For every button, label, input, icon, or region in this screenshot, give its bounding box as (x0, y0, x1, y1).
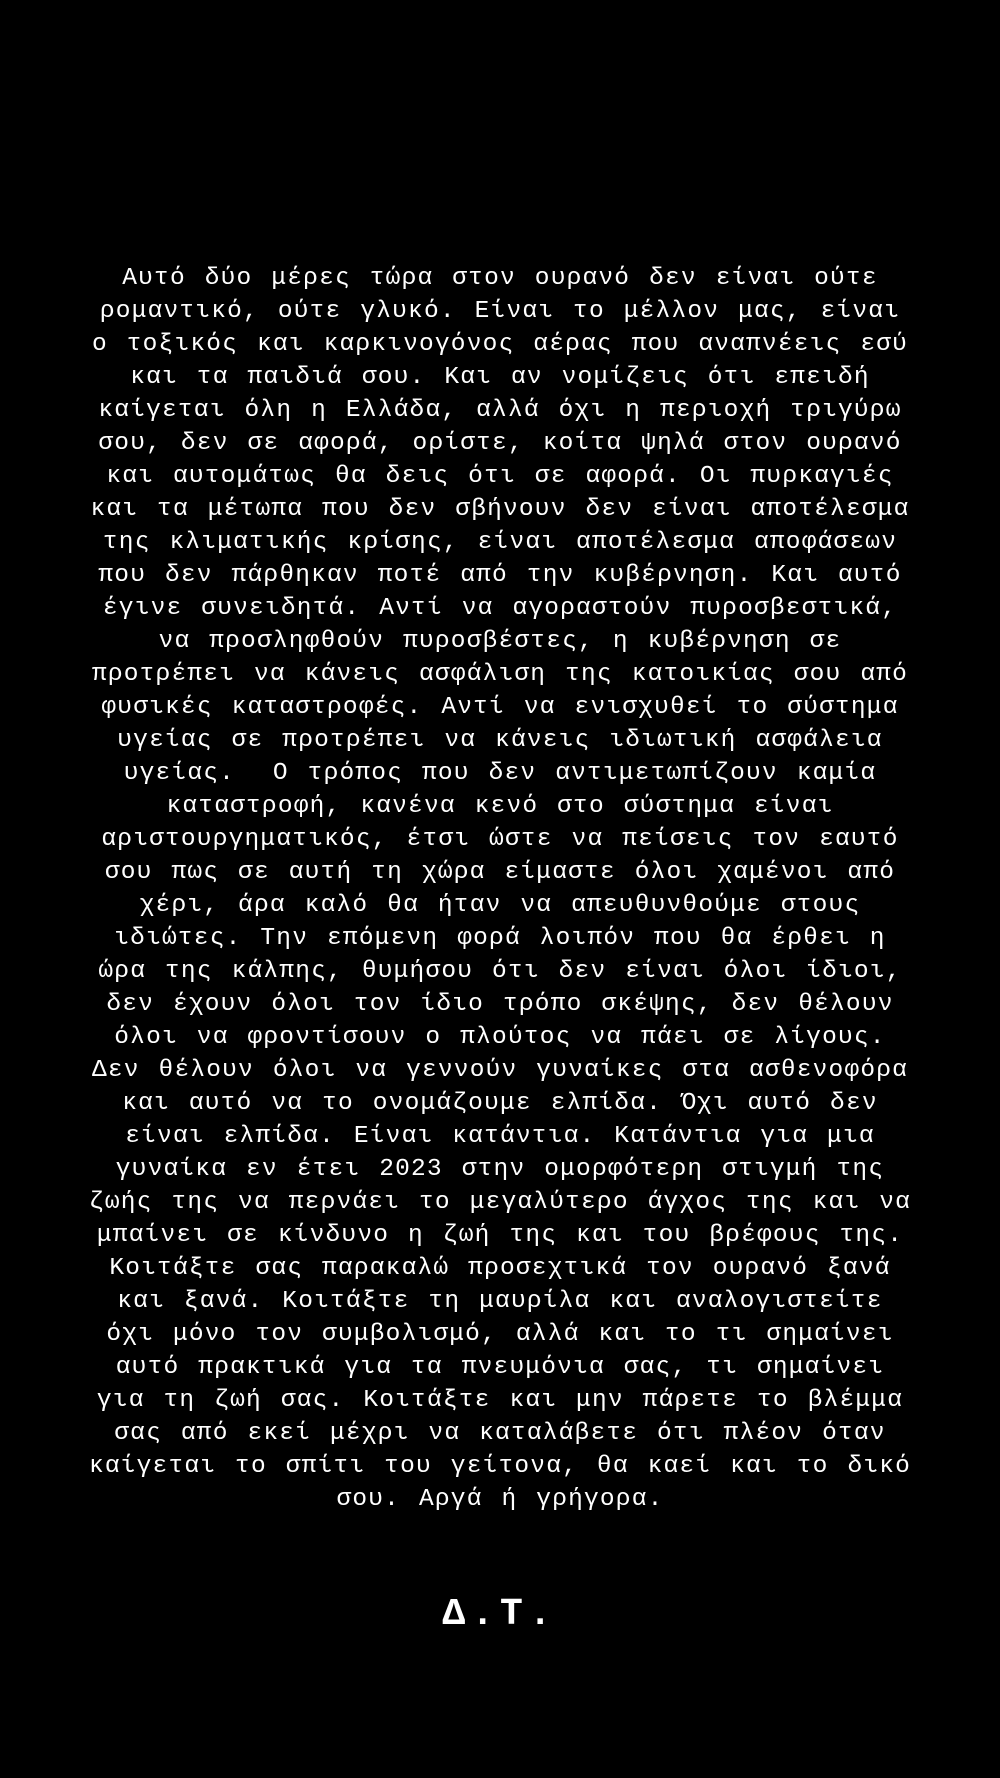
story-line: όχι μόνο τον συμβολισμό, αλλά και το τι σημαίνει (106, 1321, 894, 1348)
story-line: υγείας σε προτρέπει να κάνεις ιδιωτική ασφάλεια (117, 727, 883, 754)
story-line: Δεν θέλουν όλοι να γεννούν γυναίκες στα ασθενοφόρα (91, 1057, 909, 1084)
story-text-block (0, 262, 1000, 1516)
story-line: και τα μέτωπα που δεν σβήνουν δεν είναι αποτέλεσμα (90, 496, 910, 523)
story-line: και αυτό να το ονομάζουμε ελπίδα. Όχι αυτό δεν (122, 1090, 878, 1117)
story-line: υγείας. Ο τρόπος που δεν αντιμετωπίζουν καμία (123, 760, 877, 787)
story-line: σου. Αργά ή γρήγορα. (336, 1486, 664, 1513)
story-line: δεν έχουν όλοι τον ίδιο τρόπο σκέψης, δεν θέλουν (106, 991, 894, 1018)
story-line: καίγεται όλη η Ελλάδα, αλλά όχι η περιοχή τριγύρω (98, 397, 902, 424)
story-line: και αυτομάτως θα δεις ότι σε αφορά. Οι πυρκαγιές (106, 463, 894, 490)
story-line: της κλιματικής κρίσης, είναι αποτέλεσμα αποφάσεων (102, 529, 898, 556)
story-line: Κοιτάξτε σας παρακαλώ προσεχτικά τον ουρανό ξανά (109, 1255, 891, 1282)
story-line: καταστροφή, κανένα κενό στο σύστημα είναι (166, 793, 834, 820)
story-line: καίγεται το σπίτι του γείτονα, θα καεί και το δικό (88, 1453, 912, 1480)
story-line: σου πως σε αυτή τη χώρα είμαστε όλοι χαμένοι από (104, 859, 896, 886)
story-line: προτρέπει να κάνεις ασφάλιση της κατοικίας σου από (91, 661, 909, 688)
story-line: φυσικές καταστροφές. Αντί να ενισχυθεί το σύστημα (101, 694, 899, 721)
story-line: σου, δεν σε αφορά, ορίστε, κοίτα ψηλά στον ουρανό (98, 430, 902, 457)
story-line: όλοι να φροντίσουν ο πλούτος να πάει σε λίγους. (114, 1024, 886, 1051)
story-line: ζωής της να περνάει το μεγαλύτερο άγχος της και να (88, 1189, 912, 1216)
story-line: να προσληφθούν πυροσβέστες, η κυβέρνηση σε (158, 628, 842, 655)
story-line: ρομαντικό, ούτε γλυκό. Είναι το μέλλον μας, είναι (99, 298, 901, 325)
story-line: για τη ζωή σας. Κοιτάξτε και μην πάρετε το βλέμμα (96, 1387, 904, 1414)
story-line: γυναίκα εν έτει 2023 στην ομορφότερη στιγμή της (115, 1156, 885, 1183)
story-line: μπαίνει σε κίνδυνο η ζωή της και του βρέφους της. (96, 1222, 904, 1249)
story-line: και ξανά. Κοιτάξτε τη μαυρίλα και αναλογιστείτε (117, 1288, 883, 1315)
story-line: ιδιώτες. Την επόμενη φορά λοιπόν που θα έρθει η (114, 925, 886, 952)
signature: Δ.Τ. (442, 1593, 558, 1636)
story-line: ο τοξικός και καρκινογόνος αέρας που αναπνέεις εσύ (91, 331, 909, 358)
story-line: που δεν πάρθηκαν ποτέ από την κυβέρνηση. Και αυτό (98, 562, 902, 589)
story-line: αυτό πρακτικά για τα πνευμόνια σας, τι σημαίνει (115, 1354, 885, 1381)
story-line: έγινε συνειδητά. Αντί να αγοραστούν πυροσβεστικά, (102, 595, 898, 622)
story-line: και τα παιδιά σου. Και αν νομίζεις ότι επειδή (130, 364, 870, 391)
story-line: ώρα της κάλπης, θυμήσου ότι δεν είναι όλοι ίδιοι, (98, 958, 902, 985)
story-line: σας από εκεί μέχρι να καταλάβετε ότι πλέον όταν (114, 1420, 886, 1447)
story-line: Αυτό δύο μέρες τώρα στον ουρανό δεν είναι ούτε (122, 265, 878, 292)
story-line: χέρι, άρα καλό θα ήταν να απευθυνθούμε στους (139, 892, 861, 919)
story-line: είναι ελπίδα. Είναι κατάντια. Κατάντια για μια (125, 1123, 875, 1150)
story-line: αριστουργηματικός, έτσι ώστε να πείσεις τον εαυτό (101, 826, 899, 853)
